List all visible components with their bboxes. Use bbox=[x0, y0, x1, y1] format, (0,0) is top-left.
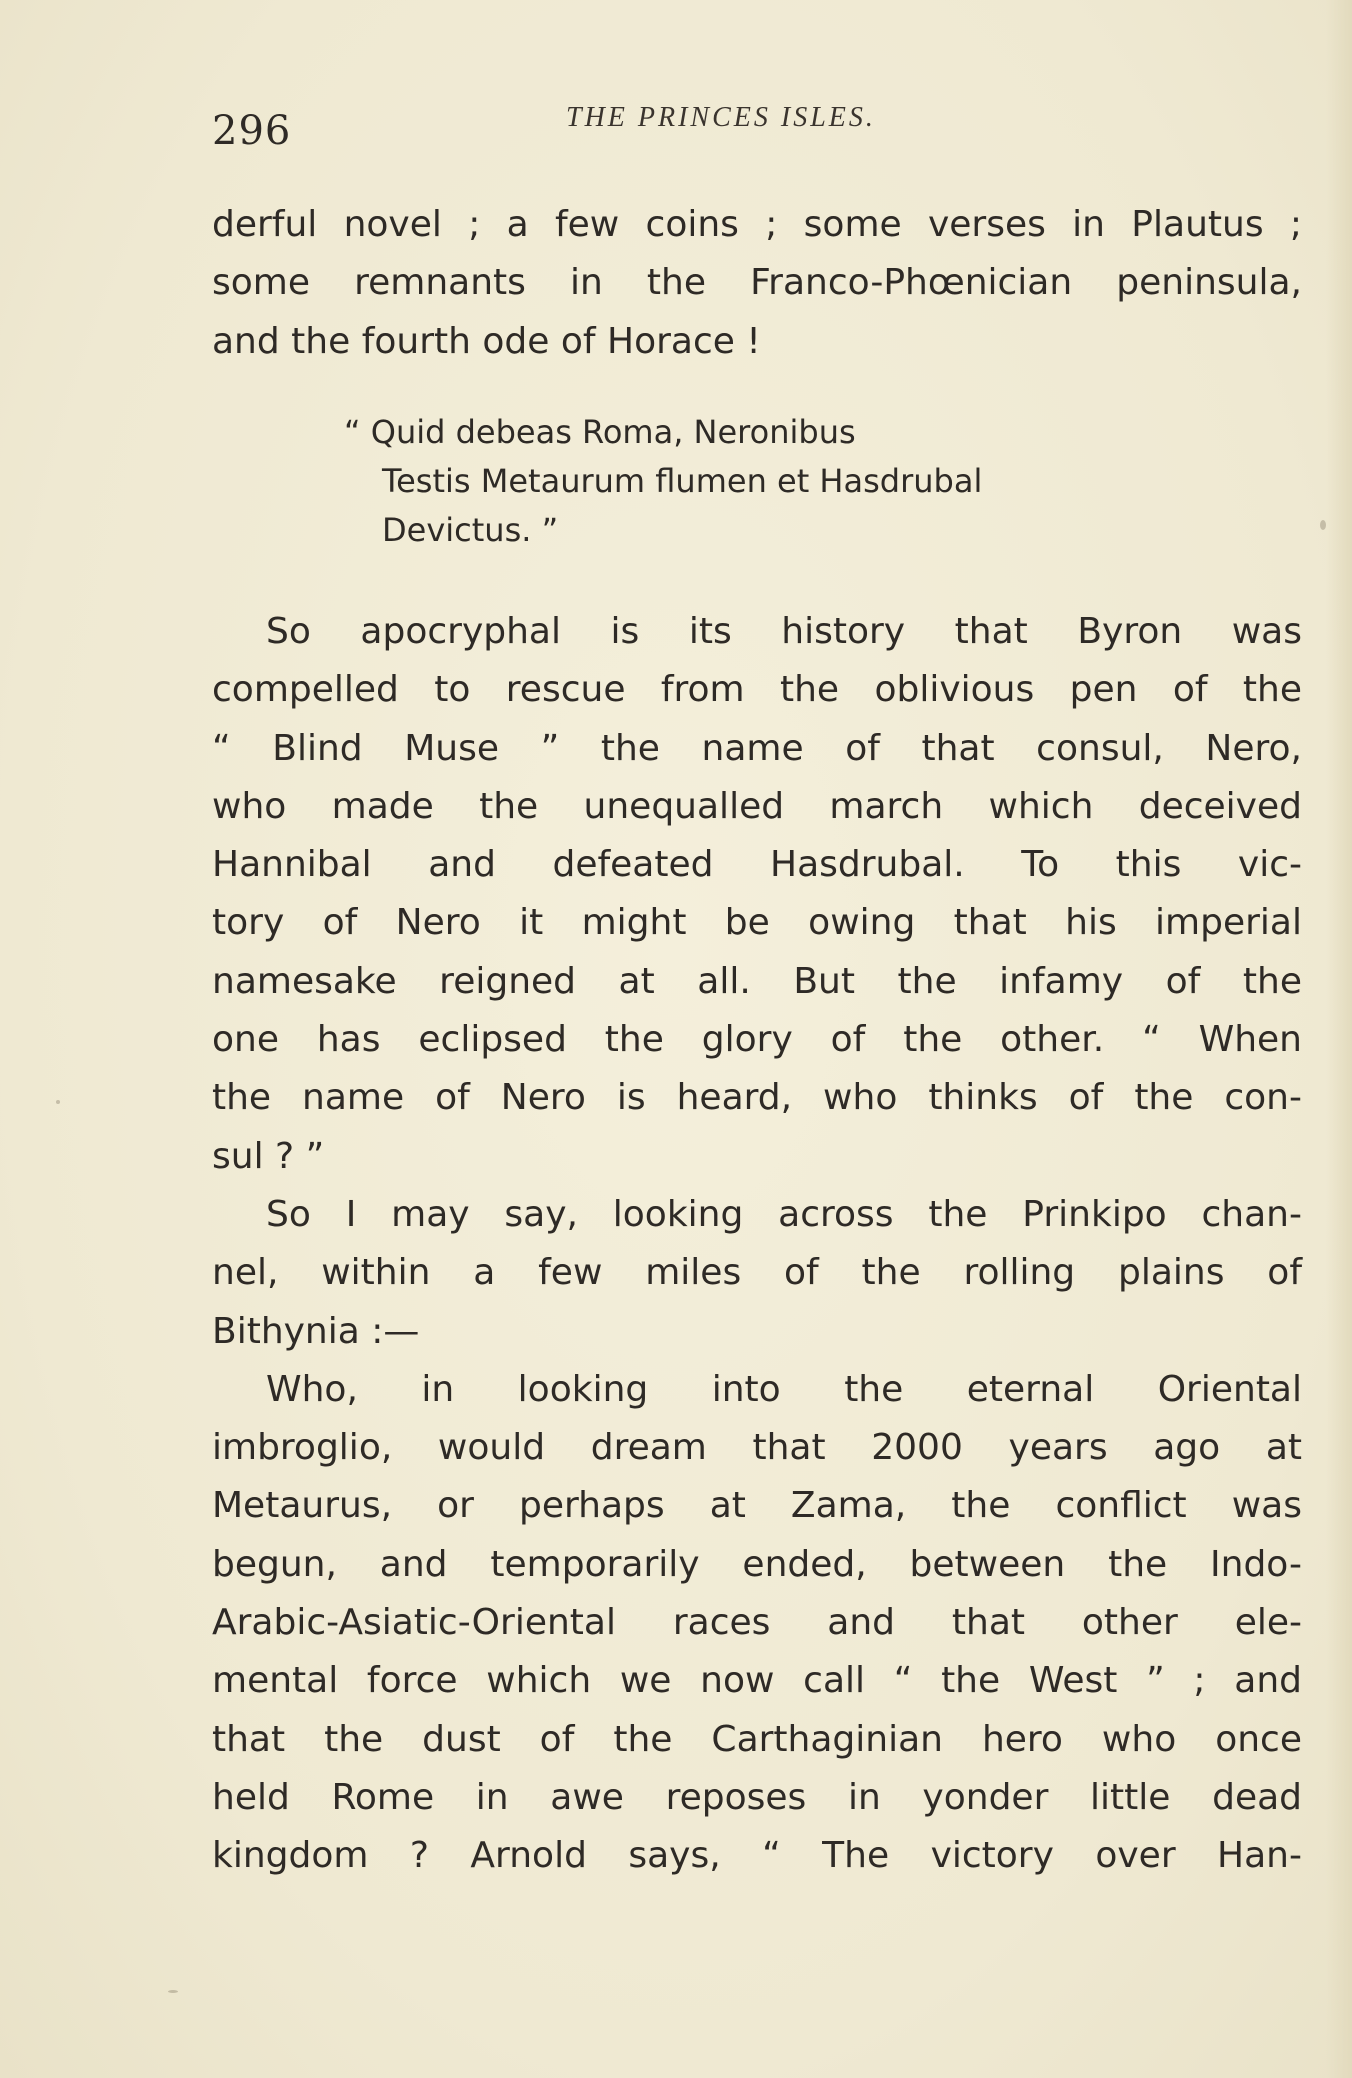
text-line: nel, within a few miles of the rolling plains of bbox=[212, 1252, 1302, 1294]
text-line: Hannibal and defeated Hasdrubal. To this vic- bbox=[212, 844, 1302, 886]
text-line: kingdom ? Arnold says, “ The victory over Han- bbox=[212, 1835, 1302, 1877]
text-line: imbroglio, would dream that 2000 years ago at bbox=[212, 1427, 1302, 1469]
text-line: that the dust of the Carthaginian hero who once bbox=[212, 1718, 1302, 1760]
quote-line: Devictus. ” bbox=[382, 511, 559, 549]
page-number: 296 bbox=[212, 108, 292, 154]
text-line: tory of Nero it might be owing that his imperial bbox=[212, 902, 1302, 944]
quote-line: Testis Metaurum flumen et Hasdrubal bbox=[382, 462, 983, 500]
text-line: the name of Nero is heard, who thinks of the con- bbox=[212, 1077, 1302, 1119]
text-line: some remnants in the Franco-Phœnician peninsula, bbox=[212, 262, 1302, 304]
paper-speck bbox=[168, 1990, 178, 1993]
text-line: So apocryphal is its history that Byron was bbox=[266, 611, 1302, 652]
text-line: Who, in looking into the eternal Oriental bbox=[266, 1368, 1302, 1410]
text-line: one has eclipsed the glory of the other. “ When bbox=[212, 1019, 1302, 1061]
text-line: mental force which we now call “ the West ” ; and bbox=[212, 1660, 1302, 1702]
text-line: held Rome in awe reposes in yonder little dead bbox=[212, 1776, 1302, 1818]
page-edge-shadow bbox=[1326, 0, 1352, 2078]
text-line: begun, and temporarily ended, between the Indo- bbox=[212, 1543, 1302, 1585]
text-line: compelled to rescue from the oblivious pen of the bbox=[212, 669, 1302, 711]
text-line: sul ? ” bbox=[212, 1135, 325, 1177]
text-line: Metaurus, or perhaps at Zama, the conflict was bbox=[212, 1485, 1302, 1527]
latin-quotation bbox=[344, 408, 1122, 555]
text-line: namesake reigned at all. But the infamy of the bbox=[212, 960, 1302, 1002]
text-line: Bithynia :— bbox=[212, 1310, 420, 1352]
text-line: So I may say, looking across the Prinkipo chan- bbox=[266, 1193, 1302, 1235]
text-line: derful novel ; a few coins ; some verses in Plautus ; bbox=[212, 204, 1302, 245]
running-head: THE PRINCES ISLES. bbox=[566, 102, 876, 133]
paper-speck bbox=[1320, 520, 1326, 530]
text-line: who made the unequalled march which deceived bbox=[212, 785, 1302, 827]
quote-line: “ Quid debeas Roma, Neronibus bbox=[344, 413, 856, 451]
paper-speck bbox=[56, 1100, 60, 1104]
opening-paragraph bbox=[212, 196, 1302, 371]
text-line: “ Blind Muse ” the name of that consul, Nero, bbox=[212, 727, 1302, 769]
main-paragraphs bbox=[212, 603, 1302, 1886]
page-header bbox=[0, 100, 1352, 160]
text-line: Arabic-Asiatic-Oriental races and that other ele- bbox=[212, 1602, 1302, 1644]
text-line: and the fourth ode of Horace ! bbox=[212, 320, 761, 362]
